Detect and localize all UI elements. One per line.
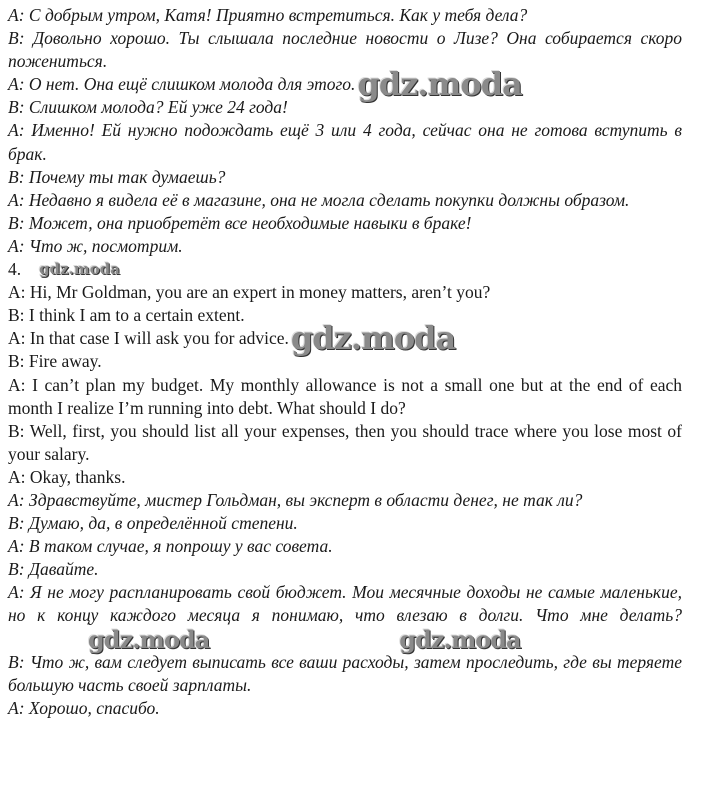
- dialogue-line: [8, 697, 682, 720]
- dialogue-line: [8, 119, 682, 165]
- dialogue-text: A: В таком случае, я попрошу у вас совета.: [8, 536, 333, 557]
- watermark: gdz.moda: [357, 65, 522, 104]
- watermark: gdz.moda: [290, 319, 456, 358]
- dialogue-text: A: Что ж, посмотрим.: [8, 235, 183, 256]
- watermark: gdz.moda: [399, 624, 521, 654]
- dialogue-line: [8, 166, 682, 189]
- dialogue-line: [8, 27, 682, 73]
- dialogue-line: [8, 651, 682, 697]
- dialogue-text: 4.: [8, 259, 22, 280]
- dialogue-text: B: Давайте.: [8, 559, 99, 580]
- dialogue-line: [8, 466, 682, 489]
- dialogue-line: [8, 65, 682, 104]
- document-body: [8, 4, 682, 720]
- dialogue-text: A: Недавно я видела её в магазине, она не могла сделать покупки должны образом.: [8, 189, 630, 210]
- dialogue-line: [8, 235, 682, 258]
- dialogue-line: [8, 581, 682, 654]
- dialogue-line: [8, 535, 682, 558]
- dialogue-text: B: Well, first, you should list all your expenses, then you should trace where you lose most of your salary.: [8, 420, 682, 464]
- dialogue-text: B: Что ж, вам следует выписать все ваши расходы, затем проследить, где вы теряете большую часть своей зарплаты.: [8, 651, 682, 695]
- dialogue-text: A: Именно! Ей нужно подождать ещё 3 или 4 года, сейчас она не готова вступить в брак.: [8, 120, 682, 164]
- dialogue-text: B: Fire away.: [8, 351, 102, 372]
- dialogue-line: [8, 319, 682, 358]
- dialogue-text: B: Почему ты так думаешь?: [8, 166, 226, 187]
- dialogue-line: [8, 374, 682, 420]
- dialogue-text: B: Довольно хорошо. Ты слышала последние новости о Лизе? Она собирается скоро пожениться.: [8, 28, 682, 72]
- dialogue-line: [8, 4, 682, 27]
- dialogue-text: A: О нет. Она ещё слишком молода для этого.: [8, 74, 356, 95]
- dialogue-text: B: I think I am to a certain extent.: [8, 305, 245, 326]
- dialogue-line: [8, 512, 682, 535]
- watermark: gdz.moda: [88, 624, 210, 654]
- dialogue-line: [8, 96, 682, 119]
- dialogue-line: [8, 189, 682, 212]
- dialogue-text: A: Я не могу распланировать свой бюджет. Мои месячные доходы не самые маленькие, но к концу каждого месяца я понимаю, что влезаю в долги. Что мне делать?: [8, 582, 682, 626]
- dialogue-text: A: Здравствуйте, мистер Гольдман, вы эксперт в области денег, не так ли?: [8, 489, 583, 510]
- dialogue-line: [8, 420, 682, 466]
- watermark: gdz.moda: [39, 260, 120, 279]
- dialogue-text: B: Слишком молода? Ей уже 24 года!: [8, 97, 288, 118]
- dialogue-line: [8, 281, 682, 304]
- dialogue-text: A: С добрым утром, Катя! Приятно встретиться. Как у тебя дела?: [8, 5, 528, 25]
- dialogue-line: [8, 489, 682, 512]
- dialogue-text: B: Думаю, да, в определённой степени.: [8, 513, 298, 534]
- dialogue-text: A: Хорошо, спасибо.: [8, 697, 160, 718]
- dialogue-text: A: I can’t plan my budget. My monthly allowance is not a small one but at the end of each month I realize I’m running into debt. What should I do?: [8, 374, 682, 418]
- dialogue-text: A: In that case I will ask you for advice.: [8, 328, 289, 349]
- dialogue-line: [8, 558, 682, 581]
- dialogue-text: A: Okay, thanks.: [8, 466, 126, 487]
- dialogue-line: [8, 212, 682, 235]
- dialogue-line: [8, 258, 682, 281]
- dialogue-text: B: Может, она приобретёт все необходимые навыки в браке!: [8, 212, 472, 233]
- dialogue-text: A: Hi, Mr Goldman, you are an expert in money matters, aren’t you?: [8, 282, 491, 303]
